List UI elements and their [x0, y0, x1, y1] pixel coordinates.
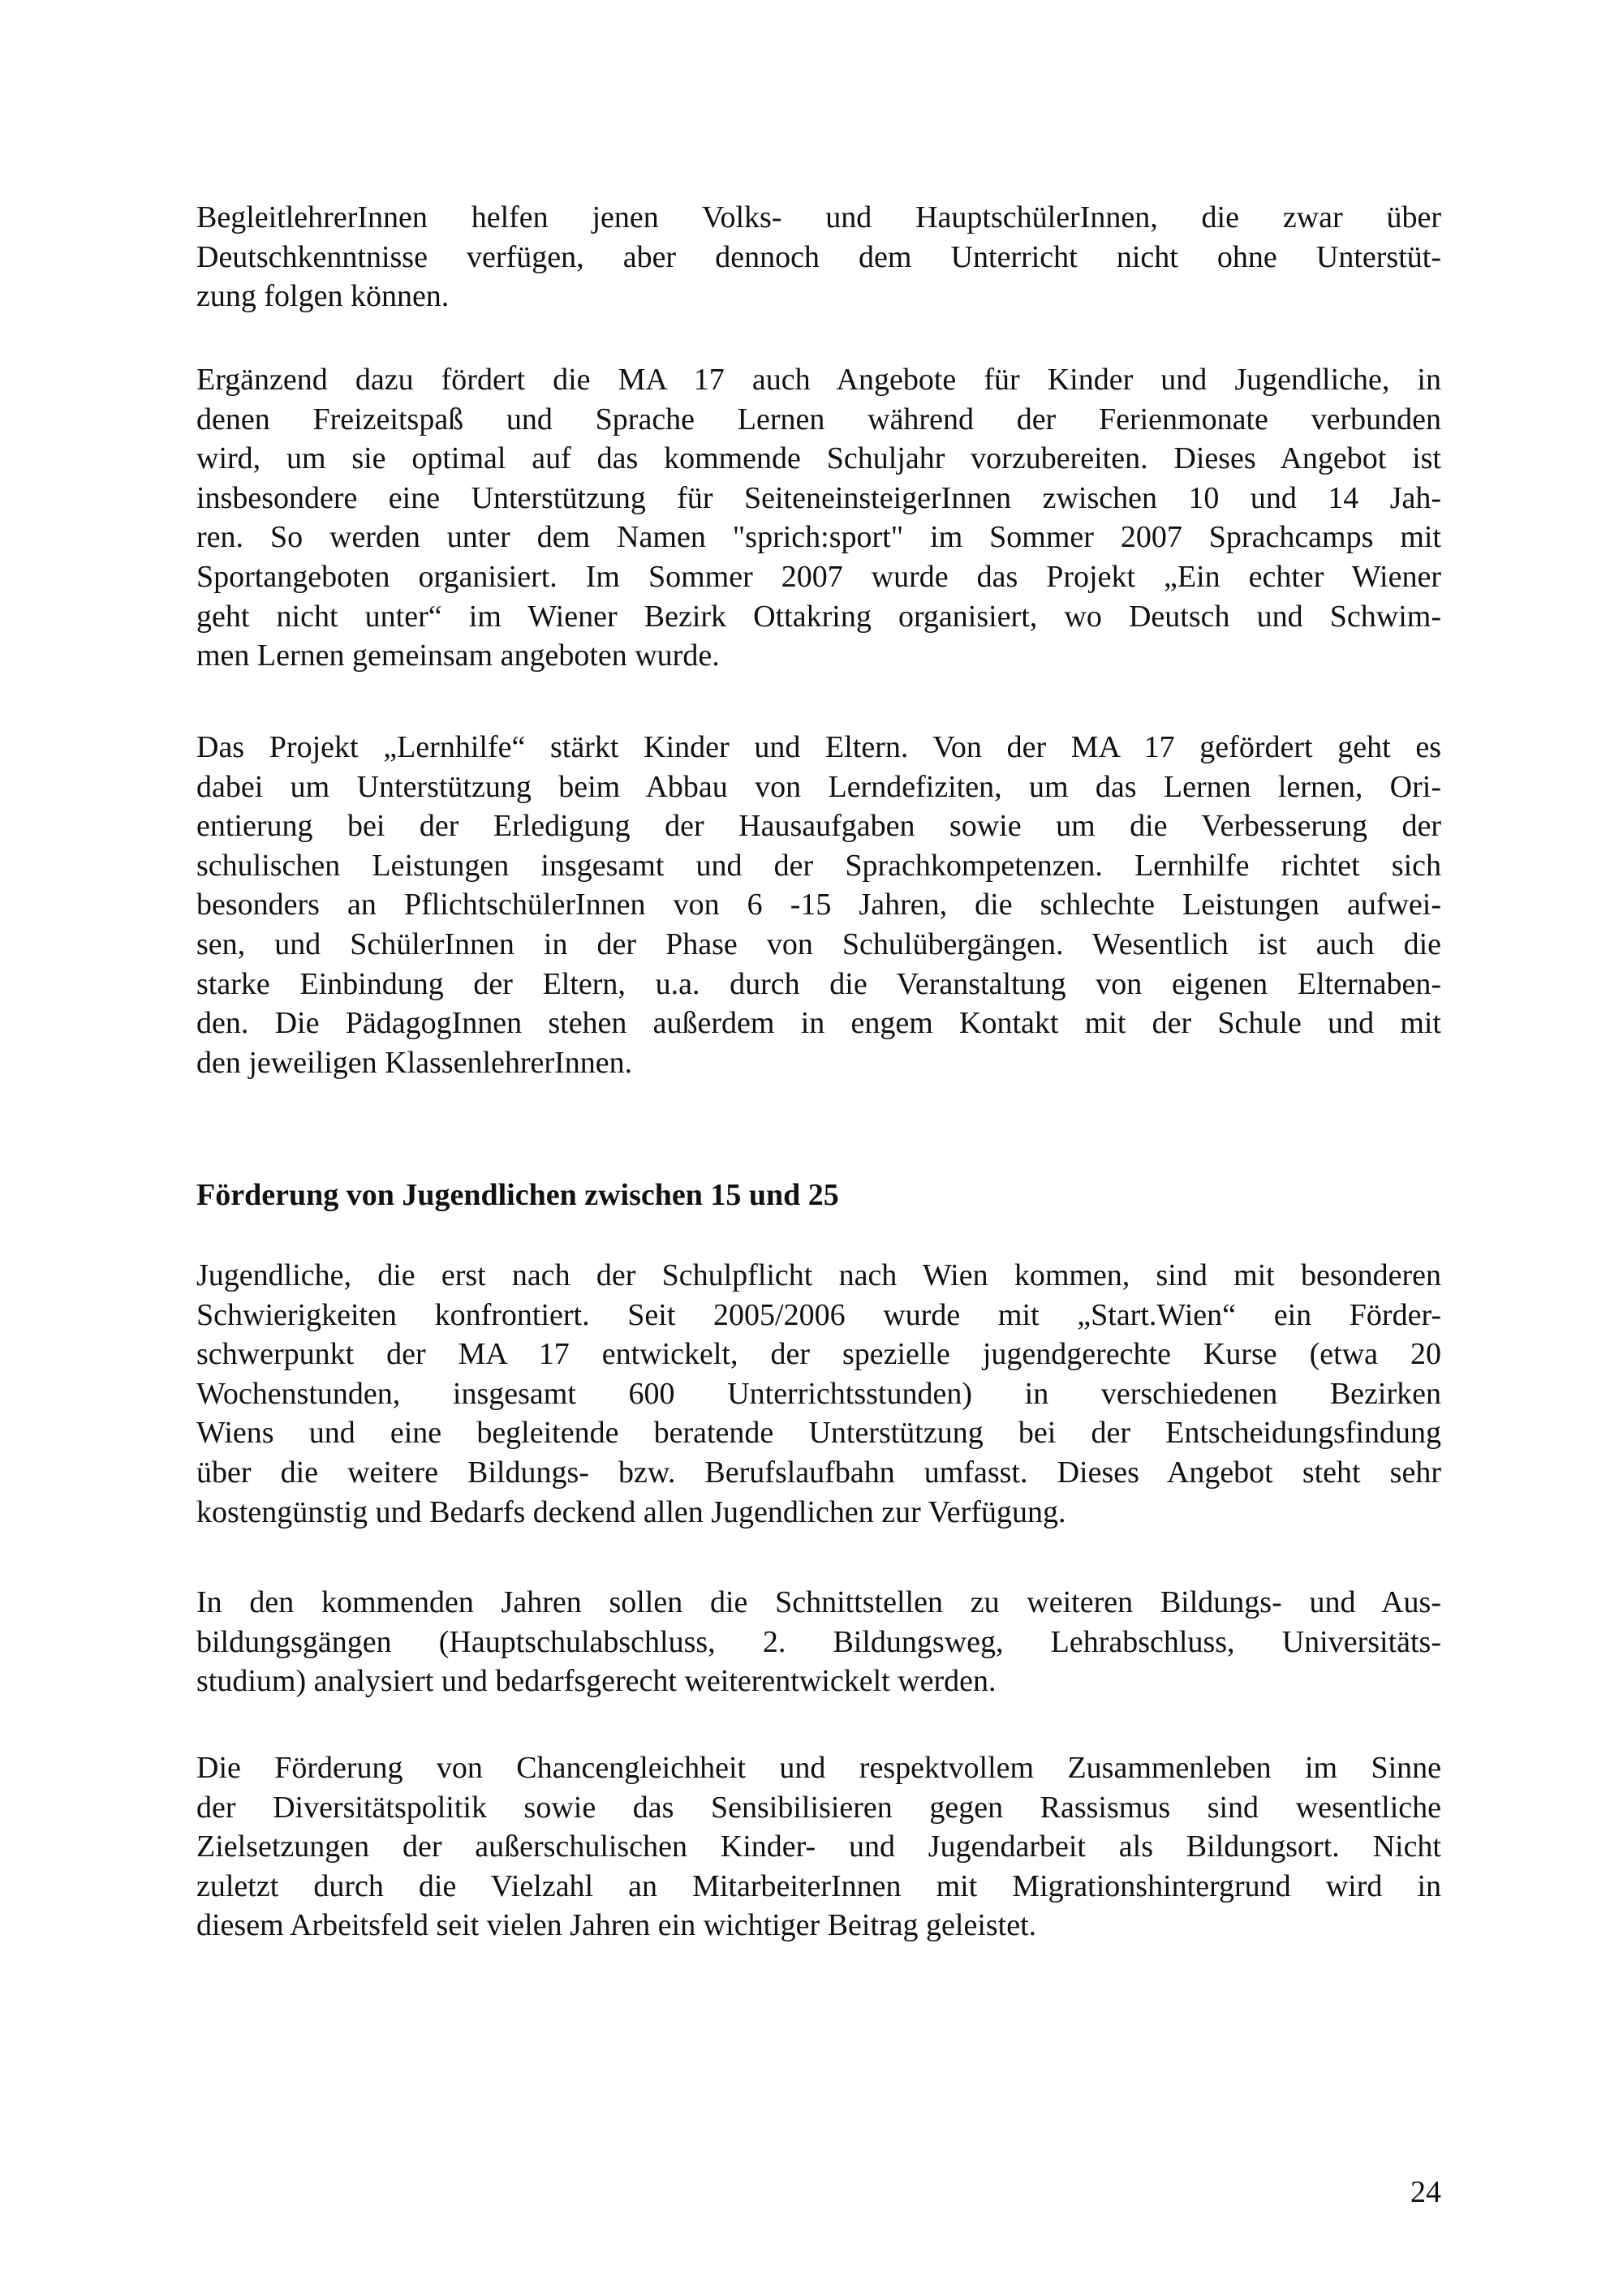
text-line: zung folgen können. [196, 279, 450, 314]
text-line: schulischen Leistungen insgesamt und der Sprachkompetenzen. Lernhilfe richtet sich [196, 848, 1441, 883]
text-line: kostengünstig und Bedarfs deckend allen Jugendlichen zur Verfügung. [196, 1494, 1066, 1529]
text-line: insbesondere eine Unterstützung für SeiteneinsteigerInnen zwischen 10 und 14 Jah- [196, 480, 1441, 515]
text-line: Sportangeboten organisiert. Im Sommer 2007 wurde das Projekt „Ein echter Wiener [196, 559, 1441, 594]
text-line: Ergänzend dazu fördert die MA 17 auch Angebote für Kinder und Jugendliche, in [196, 363, 1441, 397]
paragraph-schnittstellen [196, 1583, 1441, 1701]
text-line: Das Projekt „Lernhilfe“ stärkt Kinder und Eltern. Von der MA 17 gefördert geht es [196, 730, 1441, 764]
text-line: zuletzt durch die Vielzahl an MitarbeiterInnen mit Migrationshintergrund wird in [196, 1868, 1441, 1903]
page-number: 24 [1410, 2175, 1441, 2209]
text-line: Wiens und eine begleitende beratende Unterstützung bei der Entscheidungsfindung [196, 1416, 1441, 1451]
section-heading: Förderung von Jugendlichen zwischen 15 und 25 [196, 1178, 839, 1212]
text-line: bildungsgängen (Hauptschulabschluss, 2. Bildungsweg, Lehrabschluss, Universitäts- [196, 1624, 1441, 1659]
text-line: sen, und SchülerInnen in der Phase von Schulübergängen. Wesentlich ist auch die [196, 927, 1441, 961]
text-line: entierung bei der Erledigung der Hausaufgaben sowie um die Verbesserung der [196, 809, 1441, 844]
paragraph-lernhilfe [196, 728, 1441, 1082]
text-line: geht nicht unter“ im Wiener Bezirk Ottakring organisiert, wo Deutsch und Schwim- [196, 599, 1441, 634]
text-line: men Lernen gemeinsam angeboten wurde. [196, 638, 720, 673]
text-line: besonders an PflichtschülerInnen von 6 -15 Jahren, die schlechte Leistungen aufwei- [196, 888, 1441, 922]
text-line: In den kommenden Jahren sollen die Schnittstellen zu weiteren Bildungs- und Aus- [196, 1585, 1441, 1619]
text-line: denen Freizeitspaß und Sprache Lernen während der Ferienmonate verbunden [196, 402, 1441, 436]
text-line: studium) analysiert und bedarfsgerecht weiterentwickelt werden. [196, 1664, 997, 1699]
text-line: dabei um Unterstützung beim Abbau von Lerndefiziten, um das Lernen lernen, Ori- [196, 769, 1441, 804]
text-line: der Diversitätspolitik sowie das Sensibilisieren gegen Rassismus sind wesentliche [196, 1790, 1441, 1825]
text-line: Deutschkenntnisse verfügen, aber dennoch dem Unterricht nicht ohne Unterstüt- [196, 239, 1441, 274]
text-line: den. Die PädagogInnen stehen außerdem in engem Kontakt mit der Schule und mit [196, 1006, 1441, 1041]
text-line: ren. So werden unter dem Namen "sprich:sport" im Sommer 2007 Sprachcamps mit [196, 520, 1441, 555]
text-line: schwerpunkt der MA 17 entwickelt, der spezielle jugendgerechte Kurse (etwa 20 [196, 1337, 1441, 1372]
text-line: Schwierigkeiten konfrontiert. Seit 2005/2006 wurde mit „Start.Wien“ ein Förder- [196, 1297, 1441, 1332]
text-line: diesem Arbeitsfeld seit vielen Jahren ein wichtiger Beitrag geleistet. [196, 1908, 1037, 1943]
text-line: BegleitlehrerInnen helfen jenen Volks- und HauptschülerInnen, die zwar über [196, 200, 1441, 234]
text-line: über die weitere Bildungs- bzw. Berufslaufbahn umfasst. Dieses Angebot steht sehr [196, 1455, 1441, 1490]
paragraph-chancengleichheit [196, 1748, 1441, 1946]
paragraph-ergaenzend [196, 360, 1441, 676]
text-line: Jugendliche, die erst nach der Schulpflicht nach Wien kommen, sind mit besonderen [196, 1258, 1441, 1292]
text-line: Zielsetzungen der außerschulischen Kinder- und Jugendarbeit als Bildungsort. Nicht [196, 1829, 1441, 1864]
text-line: Wochenstunden, insgesamt 600 Unterrichtsstunden) in verschiedenen Bezirken [196, 1376, 1441, 1411]
paragraph-jugendliche [196, 1256, 1441, 1532]
text-line: starke Einbindung der Eltern, u.a. durch die Veranstaltung von eigenen Elternaben- [196, 966, 1441, 1001]
text-line: Die Förderung von Chancengleichheit und respektvollem Zusammenleben im Sinne [196, 1751, 1441, 1785]
text-line: den jeweiligen KlassenlehrerInnen. [196, 1045, 633, 1080]
text-line: wird, um sie optimal auf das kommende Schuljahr vorzubereiten. Dieses Angebot ist [196, 441, 1441, 476]
paragraph-begleitlehrer [196, 198, 1441, 316]
